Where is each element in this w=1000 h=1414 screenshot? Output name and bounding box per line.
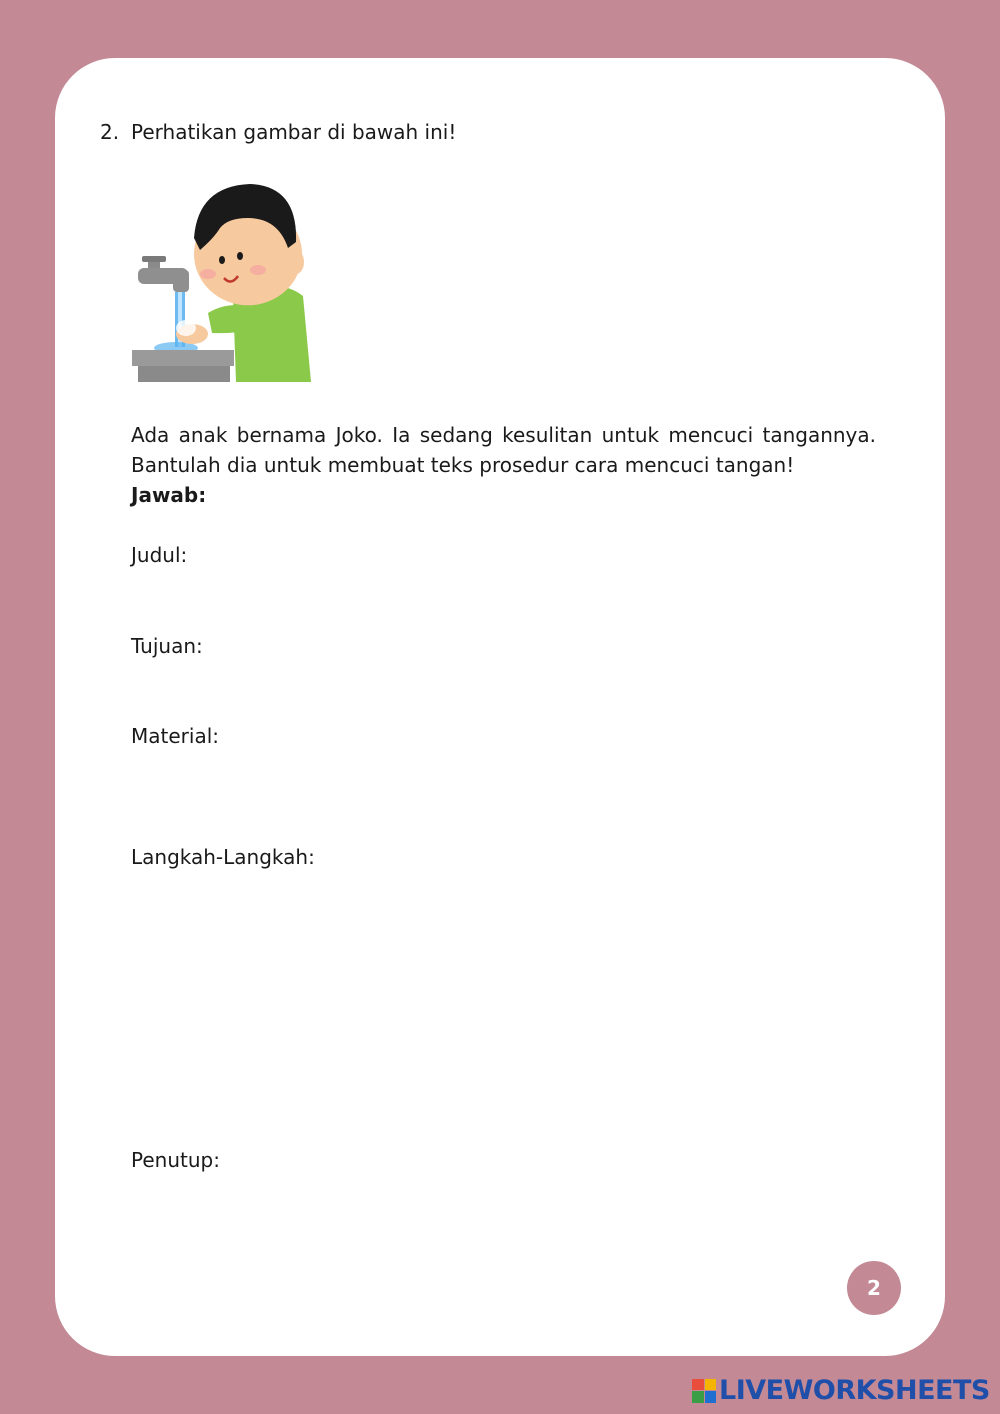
question-number: 2. [100,120,120,144]
field-label-tujuan: Tujuan: [131,634,203,658]
answer-label: Jawab: [131,483,207,507]
field-label-material: Material: [131,724,219,748]
question-prompt: Perhatikan gambar di bawah ini! [131,120,457,144]
boy-washing-hands-illustration [128,178,318,388]
brand-name: LIVEWORKSHEETS [719,1375,990,1406]
page-number-badge: 2 [847,1261,901,1315]
instruction-paragraph: Ada anak bernama Joko. Ia sedang kesulitan untuk mencuci tangannya. Bantulah dia untuk membuat teks prosedur cara mencuci tangan! [131,423,876,477]
brand-watermark[interactable] [692,1375,990,1406]
field-label-penutup: Penutup: [131,1148,220,1172]
field-label-judul: Judul: [131,543,188,567]
liveworksheets-logo-icon [692,1379,716,1403]
field-label-langkah: Langkah-Langkah: [131,845,315,869]
